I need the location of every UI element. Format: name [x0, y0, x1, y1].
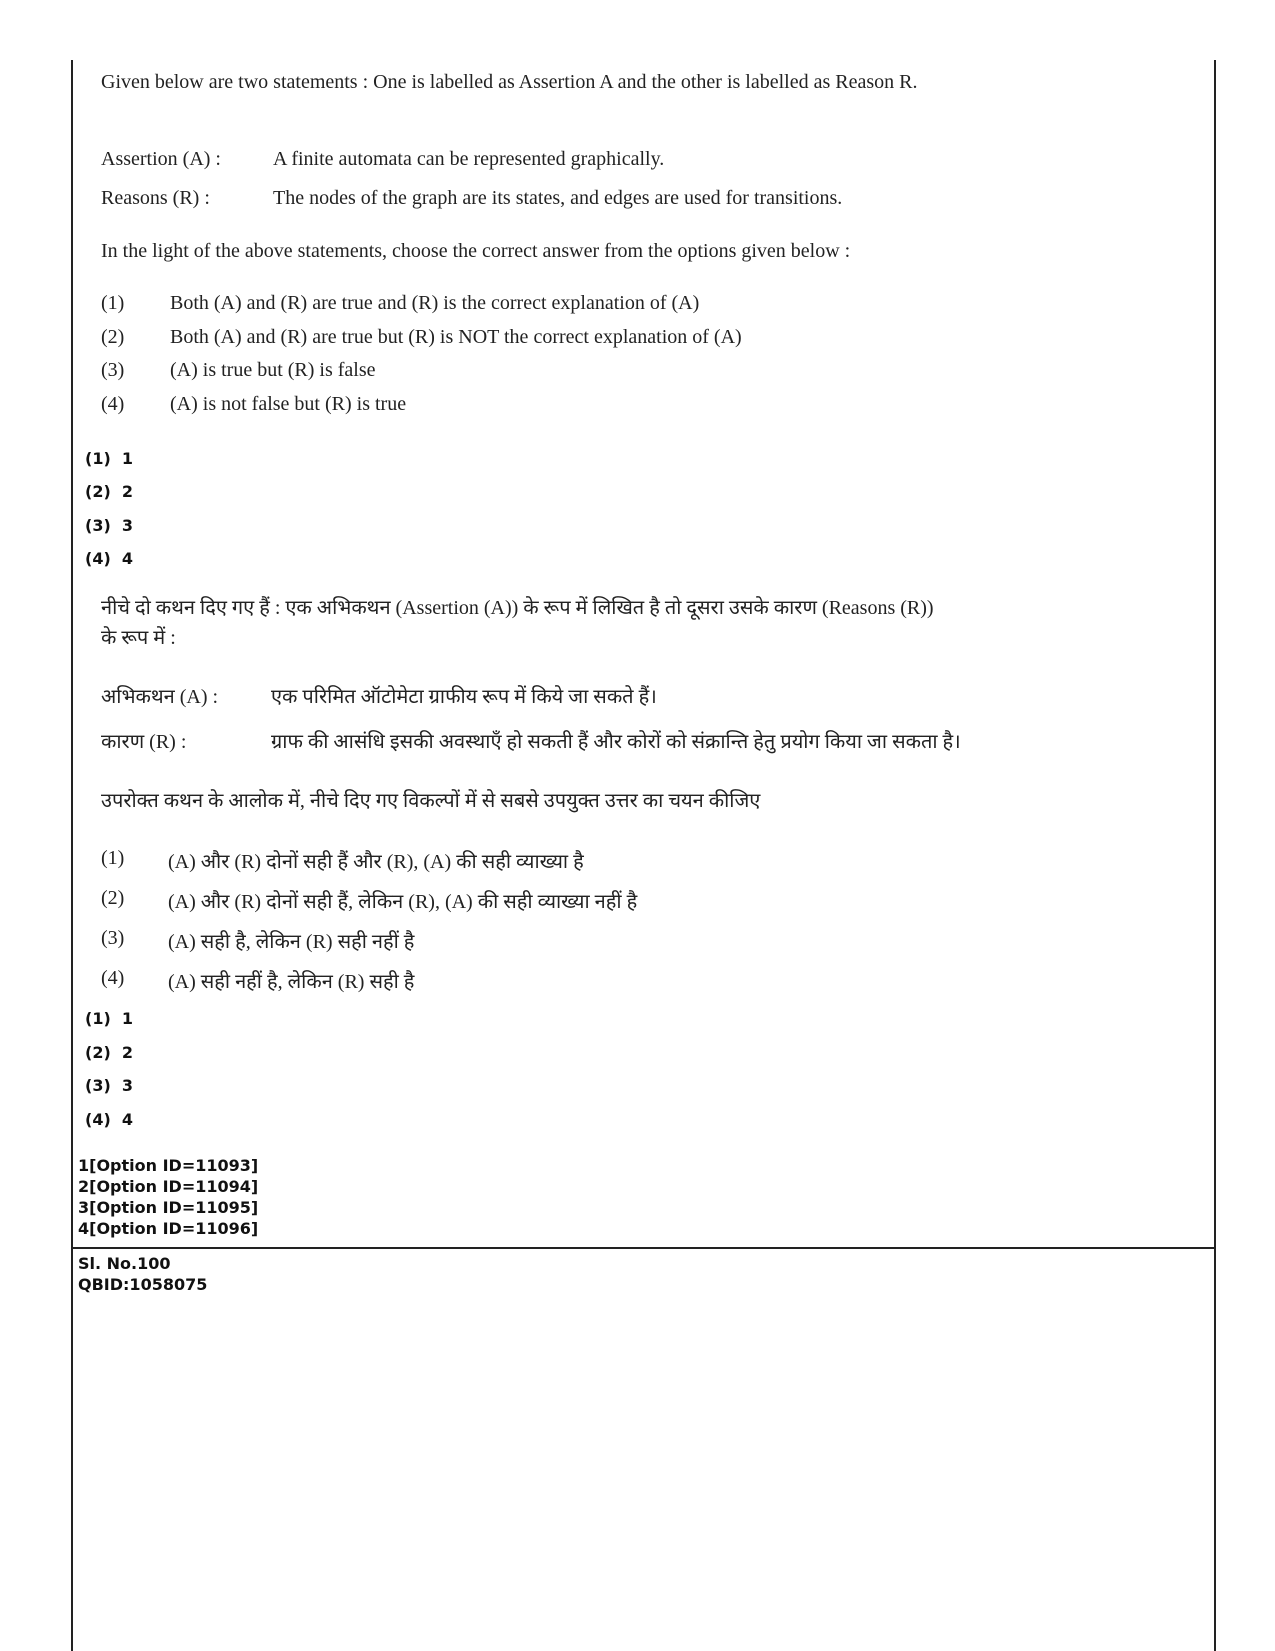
- english-option-text: (A) is not false but (R) is true: [170, 393, 407, 415]
- hindi-intro-line1: नीचे दो कथन दिए गए हैं : एक अभिकथन (Assertion (A)) के रूप में लिखित है तो दूसरा उसके कारण (Reasons (R)): [101, 597, 934, 619]
- hindi-option-text: (A) और (R) दोनों सही हैं, लेकिन (R), (A) की सही व्याख्या नहीं है: [168, 891, 638, 913]
- option-id: 4[Option ID=11096]: [78, 1219, 259, 1238]
- question-bank-id: QBID:1058075: [78, 1275, 208, 1294]
- hindi-option-text: (A) सही है, लेकिन (R) सही नहीं है: [168, 931, 415, 953]
- english-reason-label: Reasons (R) :: [101, 187, 210, 209]
- hindi-answer-choice[interactable]: (2) 2: [85, 1043, 134, 1062]
- hindi-option-number: (3): [101, 927, 125, 949]
- english-option-number: (3): [101, 359, 125, 381]
- english-option-text: Both (A) and (R) are true but (R) is NOT the correct explanation of (A): [170, 326, 742, 348]
- english-reason-text: The nodes of the graph are its states, and edges are used for transitions.: [273, 187, 843, 209]
- left-border: [71, 60, 73, 1651]
- hindi-intro-line2: के रूप में :: [101, 627, 176, 649]
- hindi-answer-choice[interactable]: (4) 4: [85, 1110, 134, 1129]
- option-id: 2[Option ID=11094]: [78, 1177, 259, 1196]
- hindi-option-number: (4): [101, 967, 125, 989]
- english-intro: Given below are two statements : One is labelled as Assertion A and the other is labelled as Reason R.: [101, 71, 918, 93]
- serial-number: Sl. No.100: [78, 1254, 171, 1273]
- english-assertion-text: A finite automata can be represented graphically.: [273, 148, 665, 170]
- english-answer-choice[interactable]: (1) 1: [85, 449, 134, 468]
- english-instruction: In the light of the above statements, choose the correct answer from the options given below :: [101, 240, 851, 262]
- english-answer-choice[interactable]: (4) 4: [85, 549, 134, 568]
- section-divider: [71, 1247, 1216, 1249]
- english-answer-choice[interactable]: (2) 2: [85, 482, 134, 501]
- option-id: 1[Option ID=11093]: [78, 1156, 259, 1175]
- hindi-answer-choice[interactable]: (3) 3: [85, 1076, 134, 1095]
- hindi-option-number: (2): [101, 887, 125, 909]
- hindi-option-number: (1): [101, 847, 125, 869]
- option-id: 3[Option ID=11095]: [78, 1198, 259, 1217]
- english-option-text: Both (A) and (R) are true and (R) is the correct explanation of (A): [170, 292, 700, 314]
- english-assertion-label: Assertion (A) :: [101, 148, 221, 170]
- english-answer-choice[interactable]: (3) 3: [85, 516, 134, 535]
- hindi-reason-text: ग्राफ की आसंधि इसकी अवस्थाएँ हो सकती हैं और कोरों को संक्रान्ति हेतु प्रयोग किया जा सकता है।: [271, 731, 961, 753]
- english-option-number: (4): [101, 393, 125, 415]
- hindi-option-text: (A) और (R) दोनों सही हैं और (R), (A) की सही व्याख्या है: [168, 851, 584, 873]
- hindi-assertion-text: एक परिमित ऑटोमेटा ग्राफीय रूप में किये जा सकते हैं।: [271, 686, 657, 708]
- right-border: [1214, 60, 1216, 1651]
- english-option-text: (A) is true but (R) is false: [170, 359, 376, 381]
- hindi-reason-label: कारण (R) :: [101, 731, 187, 753]
- english-option-number: (1): [101, 292, 125, 314]
- hindi-instruction: उपरोक्त कथन के आलोक में, नीचे दिए गए विकल्पों में से सबसे उपयुक्त उत्तर का चयन कीजिए: [101, 790, 761, 812]
- hindi-answer-choice[interactable]: (1) 1: [85, 1009, 134, 1028]
- hindi-assertion-label: अभिकथन (A) :: [101, 686, 219, 708]
- hindi-option-text: (A) सही नहीं है, लेकिन (R) सही है: [168, 971, 415, 993]
- english-option-number: (2): [101, 326, 125, 348]
